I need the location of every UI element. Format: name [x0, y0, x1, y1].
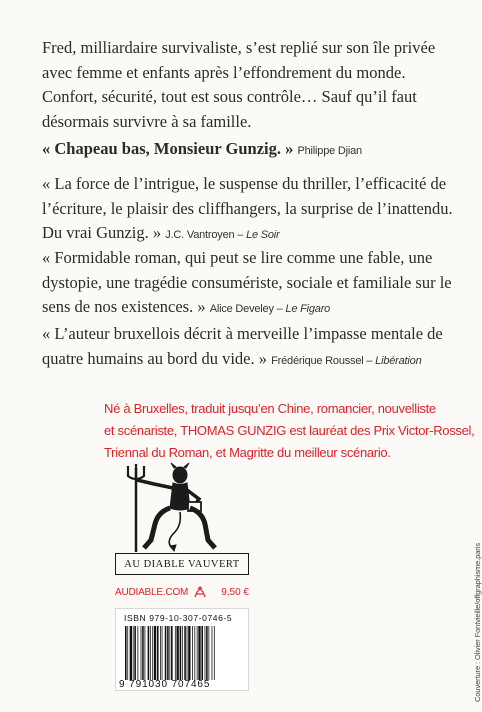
barcode-bar [198, 626, 200, 680]
barcode-bar [176, 626, 178, 680]
barcode-bar [165, 626, 167, 680]
barcode-bar [208, 626, 209, 680]
barcode-bar [194, 626, 195, 680]
publisher-name: AU DIABLE VAUVERT [124, 558, 240, 570]
quote-author: Alice Develey – Le Figaro [209, 303, 331, 315]
barcode-bar [125, 626, 127, 680]
barcode-bar [157, 626, 159, 680]
barcode-bar [201, 626, 203, 680]
isbn-barcode-box [115, 608, 249, 691]
synopsis: Fred, milliardaire survivaliste, s’est replié sur son île privée avec femme et enfants après l’effondrement du monde. Confort, sécurité, tout est sous contrôle… Sauf qu’il faut désormais survivre à sa famille. [42, 38, 436, 131]
publisher-info-row [115, 585, 249, 601]
barcode-bar [206, 626, 208, 680]
author-bio-line: et scénariste, THOMAS GUNZIG est lauréat des Prix Victor-Rossel, [104, 423, 475, 438]
barcode-bar [188, 626, 190, 680]
barcode-bar [192, 626, 193, 680]
barcode-bar [145, 626, 146, 680]
barcode-bar [154, 626, 156, 680]
author-bio-line: Triennal du Roman, et Magritte du meilleur scénario. [104, 445, 391, 460]
barcode-bar [169, 626, 170, 680]
quote-le-figaro [42, 246, 456, 322]
publisher-website: AUDIABLE.COM [115, 587, 189, 598]
quote-outlet: Libération [375, 354, 422, 367]
barcode-bar [142, 626, 144, 680]
barcode-bar [162, 626, 163, 680]
quote-author: J.C. Vantroyen – Le Soir [165, 229, 280, 241]
barcode [124, 626, 242, 680]
barcode-bar [137, 626, 138, 680]
barcode-bar [197, 626, 198, 680]
barcode-bar [130, 626, 132, 680]
barcode-bar [182, 626, 183, 680]
barcode-bar [184, 626, 186, 680]
isbn-number: ISBN 979-10-307-0746-5 [124, 613, 233, 623]
barcode-bar [141, 626, 142, 680]
barcode-bar [167, 626, 169, 680]
publisher-logo [115, 553, 249, 575]
barcode-bar [152, 626, 153, 680]
barcode-bar [150, 626, 151, 680]
quote-author: Frédérique Roussel – Libération [271, 354, 422, 367]
barcode-bar [212, 626, 213, 680]
author-bio [104, 398, 476, 464]
barcode-bar [175, 626, 176, 680]
quote-text: « La force de l’intrigue, le suspense du thriller, l’efficacité de l’écriture, le plaisir des cliffhangers, la surprise de l’inattendu. Du vrai Gunzig. » [42, 174, 453, 242]
quote-liberation [42, 322, 456, 373]
quote-text: « L’auteur bruxellois décrit à merveille l’impasse mentale de quatre humains au bord du vide. » [42, 324, 443, 368]
barcode-bar [171, 626, 173, 680]
barcode-bar [134, 626, 136, 680]
quote-outlet: Le Soir [246, 229, 280, 241]
price: 9,50 € [221, 587, 249, 598]
devil-trident-logo [118, 462, 222, 554]
barcode-bar [127, 626, 128, 680]
quote-author: Philippe Djian [297, 145, 362, 157]
barcode-bar [133, 626, 134, 680]
quote-text: « Chapeau bas, Monsieur Gunzig. » [42, 139, 294, 158]
mini-devil-logo [193, 586, 207, 598]
barcode-bar [187, 626, 188, 680]
barcode-digits: 9 791030 707465 [119, 679, 211, 690]
barcode-bar [148, 626, 150, 680]
author-bio-line: Né à Bruxelles, traduit jusqu’en Chine, romancier, nouvelliste [104, 401, 436, 416]
barcode-bar [205, 626, 206, 680]
quote-outlet: Le Figaro [285, 303, 331, 315]
barcode-bar [214, 626, 215, 680]
quote-djian [42, 137, 456, 164]
quote-text: « Formidable roman, qui peut se lire comme une fable, une dystopie, une tragédie consumériste, sociale et familiale sur le sens de nos existences. » [42, 248, 452, 316]
cover-credit: Couverture : Olivier Fontvieille/offgraphisme.paris [473, 543, 482, 702]
quote-le-soir [42, 172, 456, 248]
barcode-bar [160, 626, 161, 680]
barcode-bar [180, 626, 182, 680]
